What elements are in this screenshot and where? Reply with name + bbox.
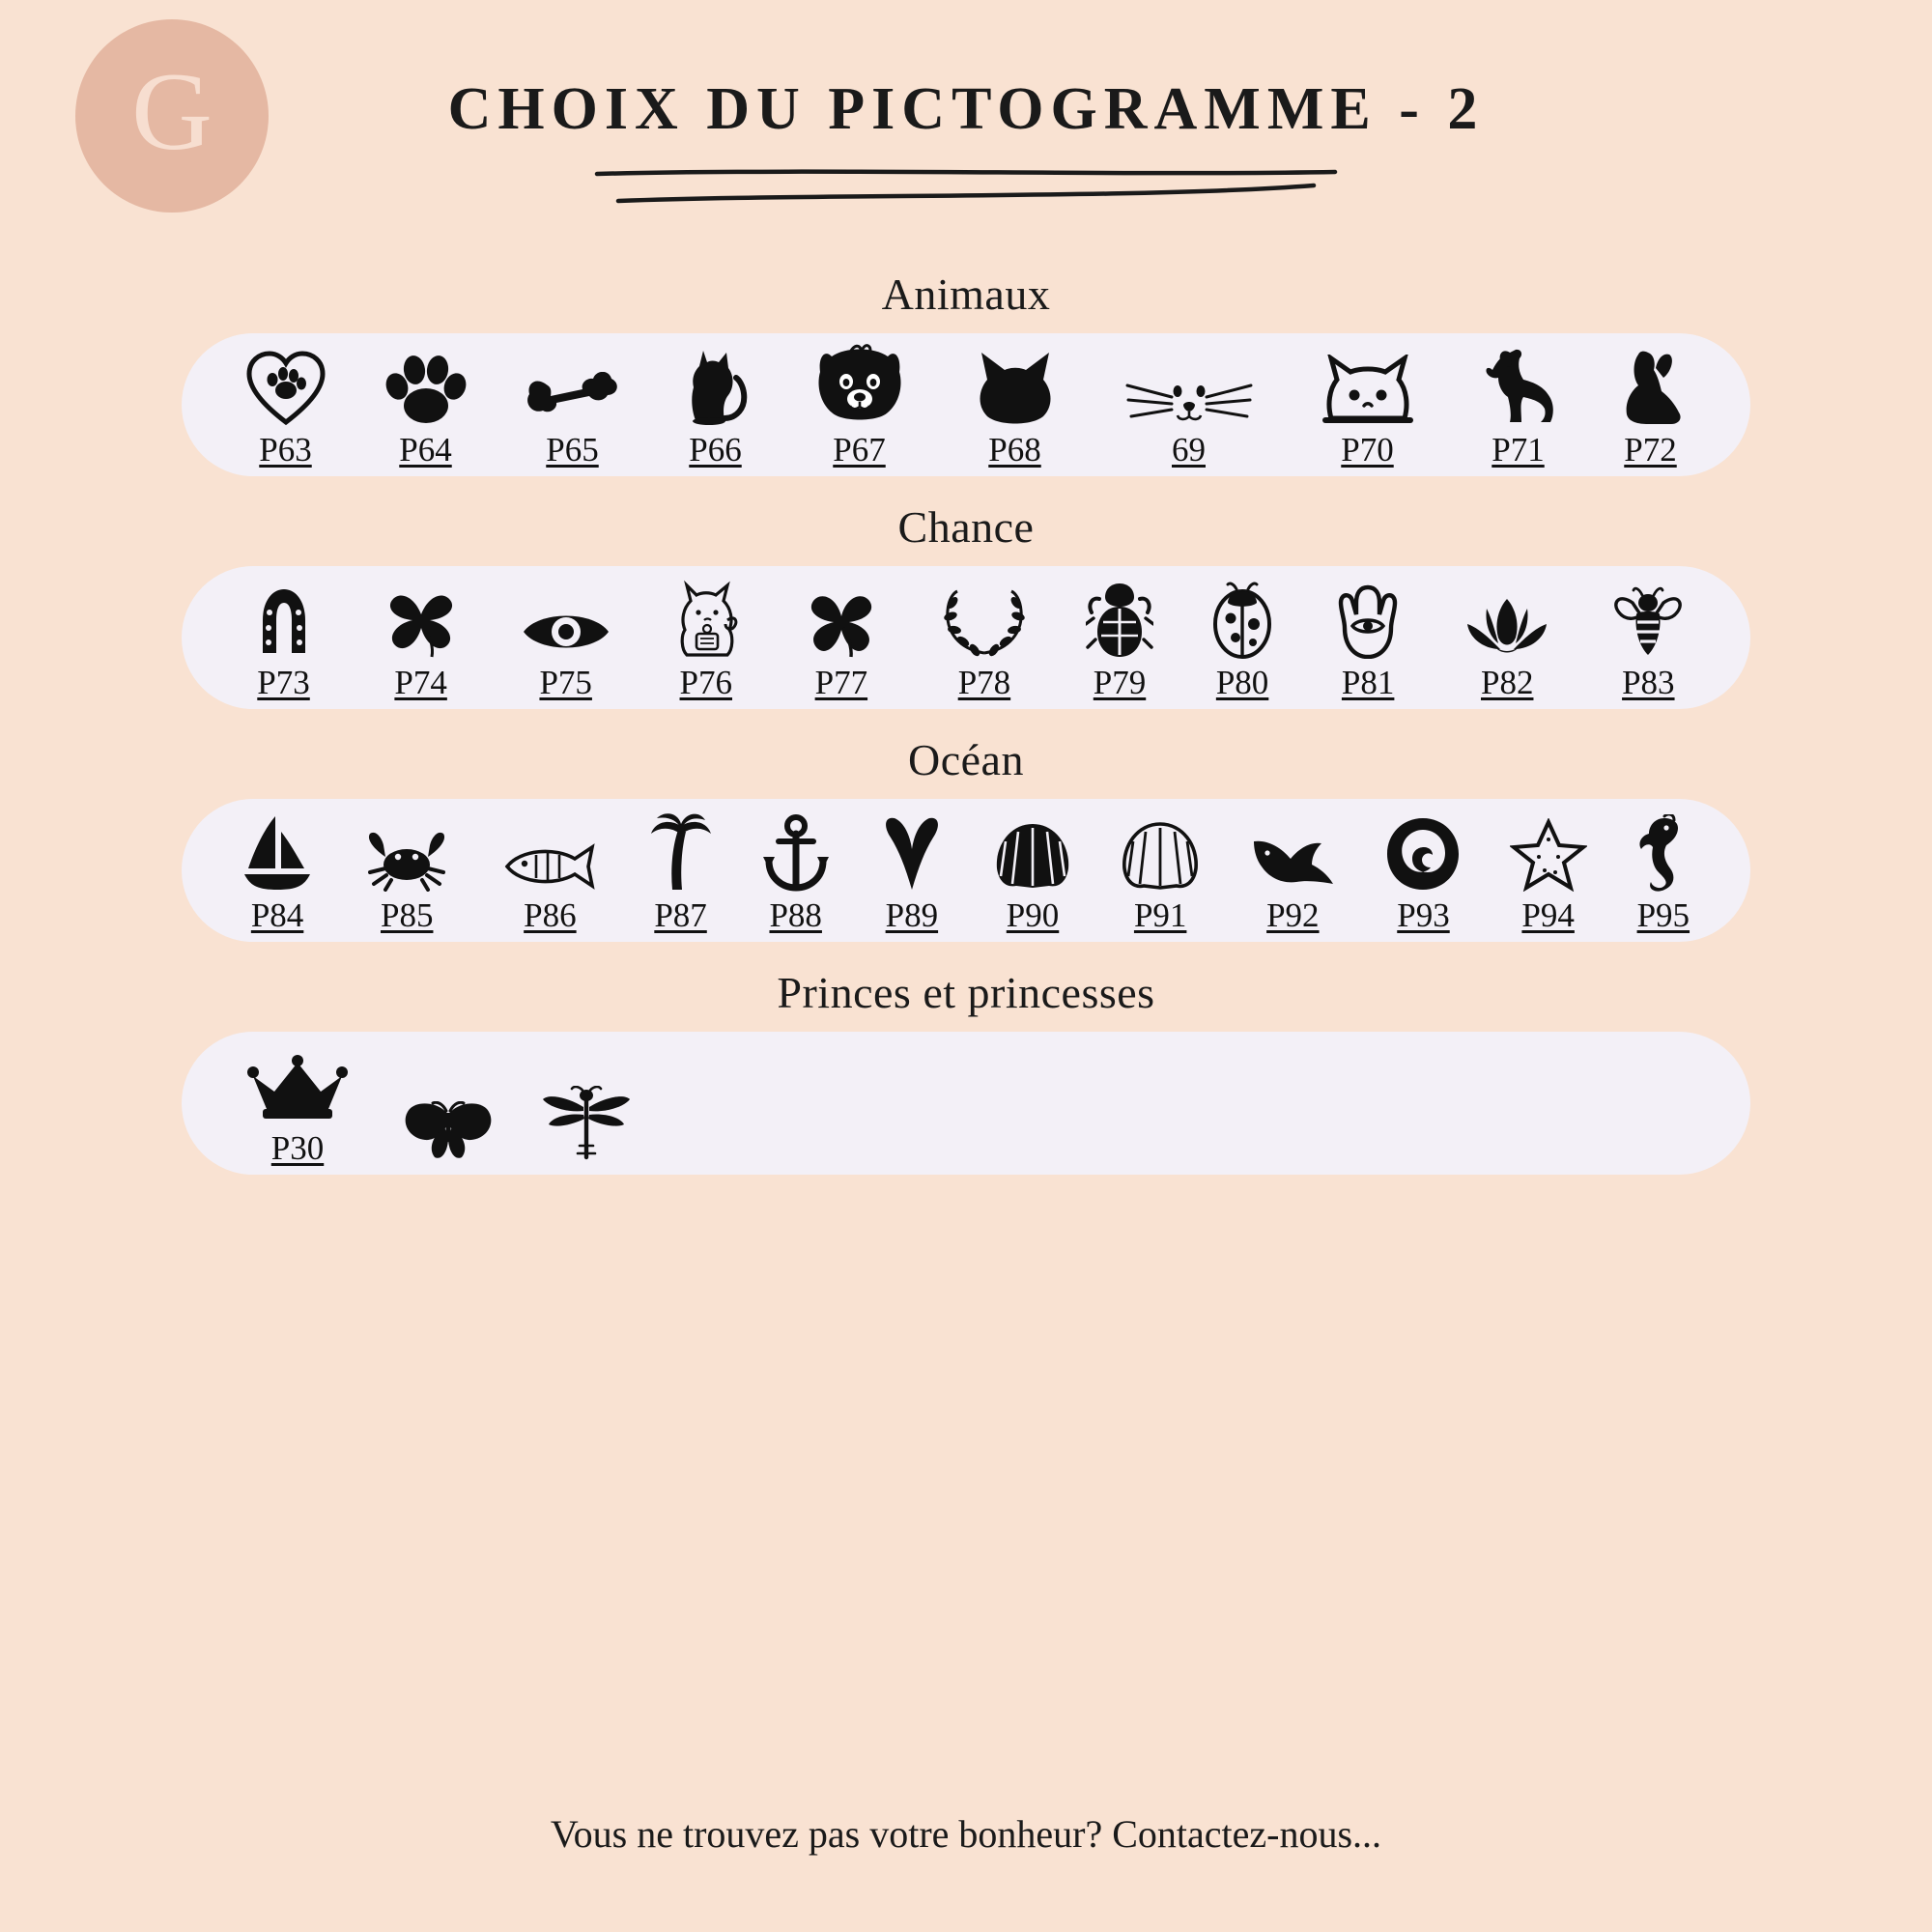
pictogram-item[interactable] [989, 807, 1076, 934]
pictogram-item[interactable] [496, 807, 604, 934]
section-princes-princesses [0, 967, 1932, 1175]
footer-note: Vous ne trouvez pas votre bonheur? Contactez-nous... [550, 1812, 1382, 1856]
starfish-icon [1510, 812, 1587, 892]
pictogram-code: P78 [957, 663, 1011, 701]
pictogram-item[interactable] [645, 807, 717, 934]
pictogram-code: P30 [270, 1128, 325, 1167]
crab-icon [362, 812, 451, 892]
pictogram-item[interactable] [381, 341, 471, 469]
pictogram-row [182, 333, 1750, 476]
pictogram-code: P88 [769, 895, 822, 934]
page-title: CHOIX DU PICTOGRAMME - 2 [447, 76, 1485, 142]
pictogram-item[interactable] [237, 807, 318, 934]
pictogram-row [182, 799, 1750, 942]
pictogram-item[interactable] [1632, 807, 1695, 934]
pictogram-item[interactable] [1327, 574, 1408, 701]
pictogram-item[interactable] [1207, 574, 1278, 701]
pictogram-code: P67 [833, 430, 886, 469]
pictogram-code: P66 [689, 430, 742, 469]
cat-whiskers-icon [1123, 347, 1255, 426]
seahorse-icon [1635, 812, 1691, 892]
pictogram-item[interactable] [537, 1039, 636, 1167]
pictogram-code: P71 [1492, 430, 1545, 469]
pictogram-code: P79 [1093, 663, 1147, 701]
pictogram-code: P89 [885, 895, 939, 934]
pictogram-item[interactable] [1082, 574, 1157, 701]
section-chance [0, 501, 1932, 709]
pictogram-item[interactable] [809, 341, 911, 469]
ladybug-icon [1210, 580, 1274, 659]
butterfly-icon [402, 1082, 495, 1161]
pictogram-item[interactable] [358, 807, 455, 934]
dolphin-icon [1248, 812, 1337, 892]
peeking-cat-icon [1314, 347, 1422, 426]
laurel-wreath-icon [940, 580, 1029, 659]
pictogram-item[interactable] [516, 574, 616, 701]
pictogram-item[interactable] [1506, 807, 1591, 934]
section-title: Chance [897, 502, 1035, 552]
pictogram-item[interactable] [1244, 807, 1341, 934]
pictogram-item[interactable] [1120, 341, 1259, 469]
pictogram-item[interactable] [242, 574, 327, 701]
pictogram-item[interactable] [1477, 341, 1560, 469]
pictogram-code: P87 [654, 895, 707, 934]
lotus-flower-icon [1462, 580, 1552, 659]
scallop-shell-outline-icon [1121, 812, 1200, 892]
cat-head-icon [966, 347, 1065, 426]
pictogram-code: P94 [1521, 895, 1575, 934]
pictogram-code: P82 [1481, 663, 1534, 701]
heart-paw-icon [246, 347, 326, 426]
pictogram-code: P81 [1341, 663, 1395, 701]
pictogram-code: P85 [381, 895, 434, 934]
pictogram-code: P74 [394, 663, 447, 701]
pictogram-sections [0, 269, 1932, 1200]
paw-print-icon [384, 347, 468, 426]
fish-icon [499, 812, 600, 892]
sitting-cat-icon [678, 347, 753, 426]
section-title: Princes et princesses [777, 968, 1155, 1017]
pictogram-item[interactable] [242, 341, 329, 469]
eye-icon [520, 580, 612, 659]
logo-letter: G [131, 50, 213, 174]
pictogram-code: P93 [1397, 895, 1450, 934]
wave-icon [1385, 812, 1461, 892]
pictogram-code: P65 [546, 430, 599, 469]
pictogram-code: P80 [1215, 663, 1269, 701]
pictogram-code: P91 [1133, 895, 1187, 934]
title-underline-flourish [580, 166, 1352, 211]
pictogram-code: P86 [524, 895, 577, 934]
pictogram-code: P64 [399, 430, 452, 469]
pug-face-icon [812, 347, 907, 426]
pictogram-item[interactable] [674, 341, 757, 469]
pictogram-item[interactable] [1458, 574, 1556, 701]
dragonfly-icon [541, 1082, 632, 1161]
four-leaf-clover-icon [380, 580, 463, 659]
pictogram-code: P77 [814, 663, 868, 701]
pictogram-item[interactable] [962, 341, 1068, 469]
rearing-horse-icon [1481, 347, 1556, 426]
section-title: Animaux [881, 270, 1051, 319]
pictogram-item[interactable] [376, 574, 467, 701]
pictogram-item[interactable] [666, 574, 747, 701]
hamsa-hand-icon [1331, 580, 1405, 659]
pictogram-code: P73 [257, 663, 310, 701]
pictogram-code: P92 [1266, 895, 1320, 934]
section-ocean [0, 734, 1932, 942]
pictogram-item[interactable] [1611, 341, 1690, 469]
pictogram-code: P70 [1341, 430, 1394, 469]
palm-tree-icon [649, 812, 713, 892]
pictogram-code: P75 [539, 663, 592, 701]
pictogram-item[interactable] [875, 807, 949, 934]
section-animaux [0, 269, 1932, 476]
pictogram-code: P95 [1636, 895, 1690, 934]
pictogram-item[interactable] [936, 574, 1033, 701]
rabbit-icon [1615, 347, 1687, 426]
pictogram-code: P90 [1006, 895, 1060, 934]
pictogram-code: P83 [1622, 663, 1675, 701]
pictogram-item[interactable] [398, 1039, 498, 1167]
anchor-icon [761, 812, 831, 892]
scallop-shell-solid-icon [993, 812, 1072, 892]
clover-solid-icon [800, 580, 883, 659]
pictogram-row [182, 566, 1750, 709]
pictogram-code: P68 [988, 430, 1041, 469]
pictogram-code: 69 [1172, 430, 1206, 469]
pictogram-code: P76 [679, 663, 732, 701]
pictogram-item[interactable] [1310, 341, 1426, 469]
pictogram-code: P63 [259, 430, 312, 469]
crown-icon [247, 1045, 348, 1124]
pictogram-item[interactable] [243, 1039, 352, 1167]
sailboat-icon [241, 812, 314, 892]
pictogram-code: P84 [250, 895, 304, 934]
maneki-neko-icon [669, 580, 743, 659]
pictogram-row [182, 1032, 1750, 1175]
pictogram-item[interactable] [1605, 574, 1690, 701]
bee-icon [1609, 580, 1687, 659]
scarab-icon [1086, 580, 1153, 659]
pictogram-item[interactable] [757, 807, 835, 934]
pictogram-code: P72 [1624, 430, 1677, 469]
pictogram-item[interactable] [1117, 807, 1204, 934]
pictogram-item[interactable] [796, 574, 887, 701]
section-title: Océan [908, 735, 1024, 784]
whale-tail-icon [879, 812, 945, 892]
horseshoe-icon [245, 580, 323, 659]
pictogram-item[interactable] [523, 341, 623, 469]
pictogram-item[interactable] [1381, 807, 1464, 934]
bone-icon [526, 347, 619, 426]
